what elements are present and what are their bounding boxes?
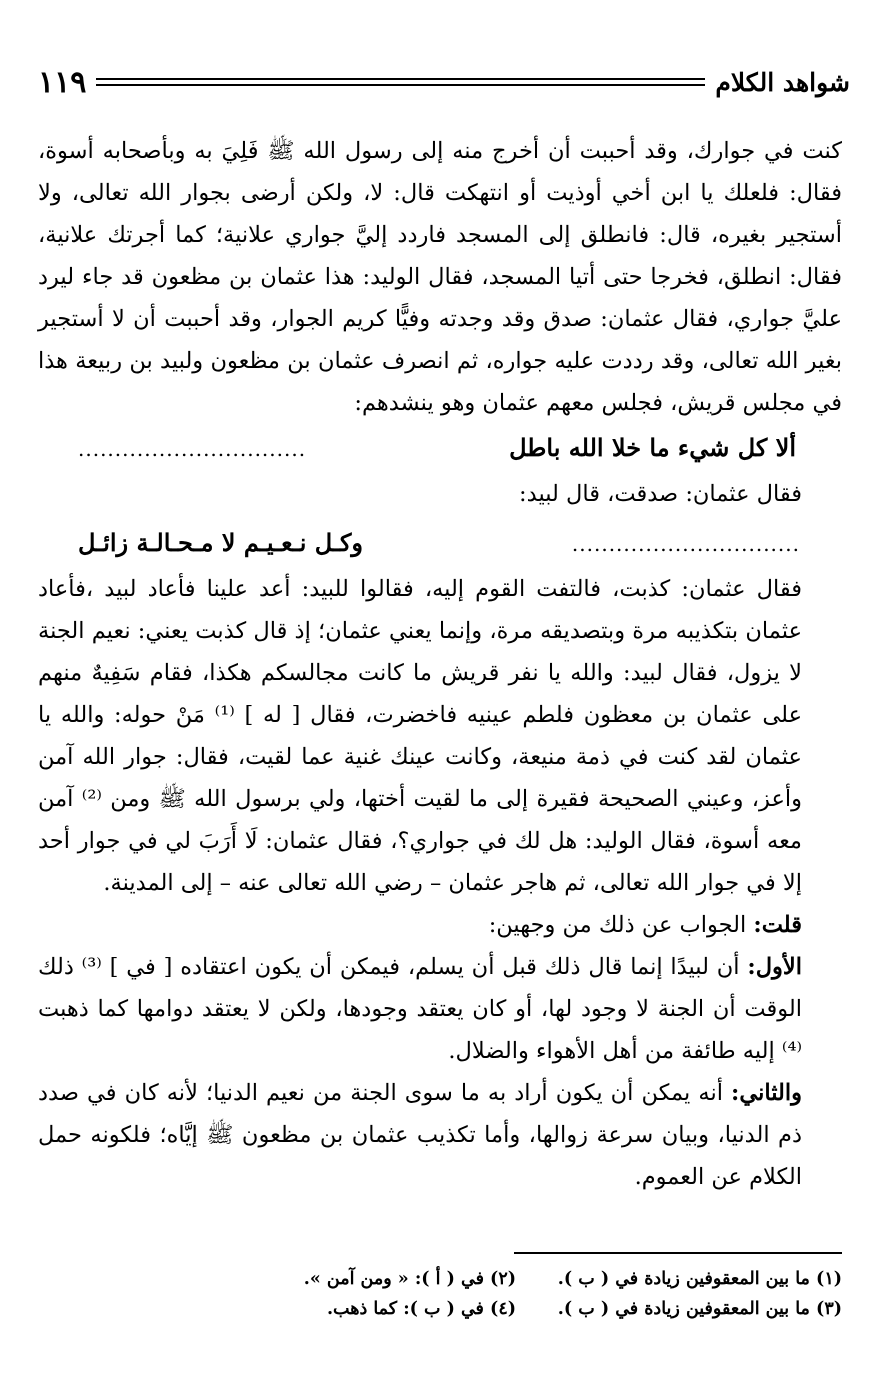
header-rule — [96, 78, 705, 86]
paragraph-3: فقال عثمان: كذبت، فالتفت القوم إليه، فقالوا للبيد: أعد علينا فأعاد لبيد ،فأعاد عثمان بتكذيبه مرة وبتصديقه مرة، وإنما يعني عثمان؛ إذ قال كذبت يعني: نعيم الجنة لا يزول، فقال لبيد: والله يا نفر قريش ما كانت مجالسكم هكذا، فقام سَفِيهٌ منهم على عثمان بن معظون فلطم عينيه فاخضرت، فقال [ له ] ⁽¹⁾ مَنْ حوله: والله يا عثمان لقد كنت في ذمة منيعة، وكانت عينك غنية عما لقيت، فقال: جوار الله آمن وأعز، وعيني الصحيحة فقيرة إلى ما لقيت أختها، ولي برسول الله ﷺ ومن ⁽²⁾ آمن معه أسوة، فقال الوليد: هل لك في جواري؟، فقال عثمان: لَا أَرَبَ لي في جوار أحد إلا في جوار الله تعالى، ثم هاجر عثمان – رضي الله تعالى عنه – إلى المدينة. — [38, 576, 803, 896]
verse-1-hemistich: ألا كل شيء ما خلا الله باطل — [509, 433, 796, 462]
paragraph-6-label: والثاني: — [731, 1080, 802, 1106]
footnote-separator — [514, 1252, 842, 1254]
paragraph-5-text: أن لبيدًا إنما قال ذلك قبل أن يسلم، فيمكن أن يكون اعتقاده [ في ] ⁽³⁾ ذلك الوقت أن الجنة لا وجود لها، أو كان يعتقد وجودها، ولكن لا يعتقد دوامها كما ذهبت ⁽⁴⁾ إليه طائفة من أهل الأهواء والضلال. — [38, 954, 802, 1064]
paragraph-4 — [38, 904, 842, 946]
footnote-3: (٣) ما بين المعقوفين زيادة في ( ب ). — [557, 1299, 842, 1319]
paragraph-1: كنت في جوارك، وقد أحببت أن أخرج منه إلى رسول الله ﷺ فَلِيَ به وبأصحابه أسوة، فقال: فلعلك يا ابن أخي أوذيت أو انتهكت قال: لا، ولكن أرضى بجوار الله تعالى، ولا أستجير بغيره، قال: فانطلق إلى المسجد فاردد إليَّ جواري علانية؛ كما أجرتك علانية، فقال: انطلق، فخرجا حتى أتيا المسجد، فقال الوليد: هذا عثمان بن مظعون قد جاء ليرد عليَّ جواري، فقال عثمان: صدق وقد وجدته وفيًّا كريم الجوار، وقد أحببت أن لا أستجير بغير الله تعالى، وقد رددت عليه جواره، ثم انصرف عثمان بن مظعون ولبيد بن ربيعة هذا في مجلس قريش، فجلس معهم عثمان وهو ينشدهم: — [38, 138, 842, 416]
paragraph-5 — [38, 946, 842, 1072]
verse-2-hemistich: وكـل نـعـيـم لا مـحـالـة زائـل — [78, 528, 363, 557]
paragraph-5-label: الأول: — [747, 954, 802, 980]
body-text — [38, 130, 842, 1198]
paragraph-4-label: قلت: — [753, 912, 802, 938]
verse-line-1 — [38, 424, 842, 473]
footnote-1: (١) ما بين المعقوفين زيادة في ( ب ). — [557, 1269, 842, 1289]
footnote-2: (٢) في ( أ ): « ومن آمن ». — [303, 1269, 516, 1289]
page-header — [38, 62, 850, 102]
paragraph-6-text: أنه يمكن أن يكون أراد به ما سوى الجنة من نعيم الدنيا؛ لأنه كان في صدد ذم الدنيا، وبيان سرعة زوالها، وأما تكذيب عثمان بن مظعون ﷺ إيَّاه؛ فلكونه حمل الكلام عن العموم. — [38, 1080, 802, 1190]
page-number: ١١٩ — [38, 64, 87, 100]
running-title: شواهد الكلام — [715, 67, 850, 97]
verse-line-2 — [38, 519, 842, 568]
verse-1-dots: ............................... — [78, 437, 307, 461]
verse-2-dots: ............................... — [571, 532, 800, 556]
paragraph-2: فقال عثمان: صدقت، قال لبيد: — [519, 481, 802, 507]
footnote-4: (٤) في ( ب ): كما ذهب. — [326, 1299, 516, 1319]
paragraph-6 — [38, 1072, 842, 1198]
paragraph-4-text: الجواب عن ذلك من وجهين: — [488, 912, 747, 938]
footnotes — [190, 1264, 842, 1324]
